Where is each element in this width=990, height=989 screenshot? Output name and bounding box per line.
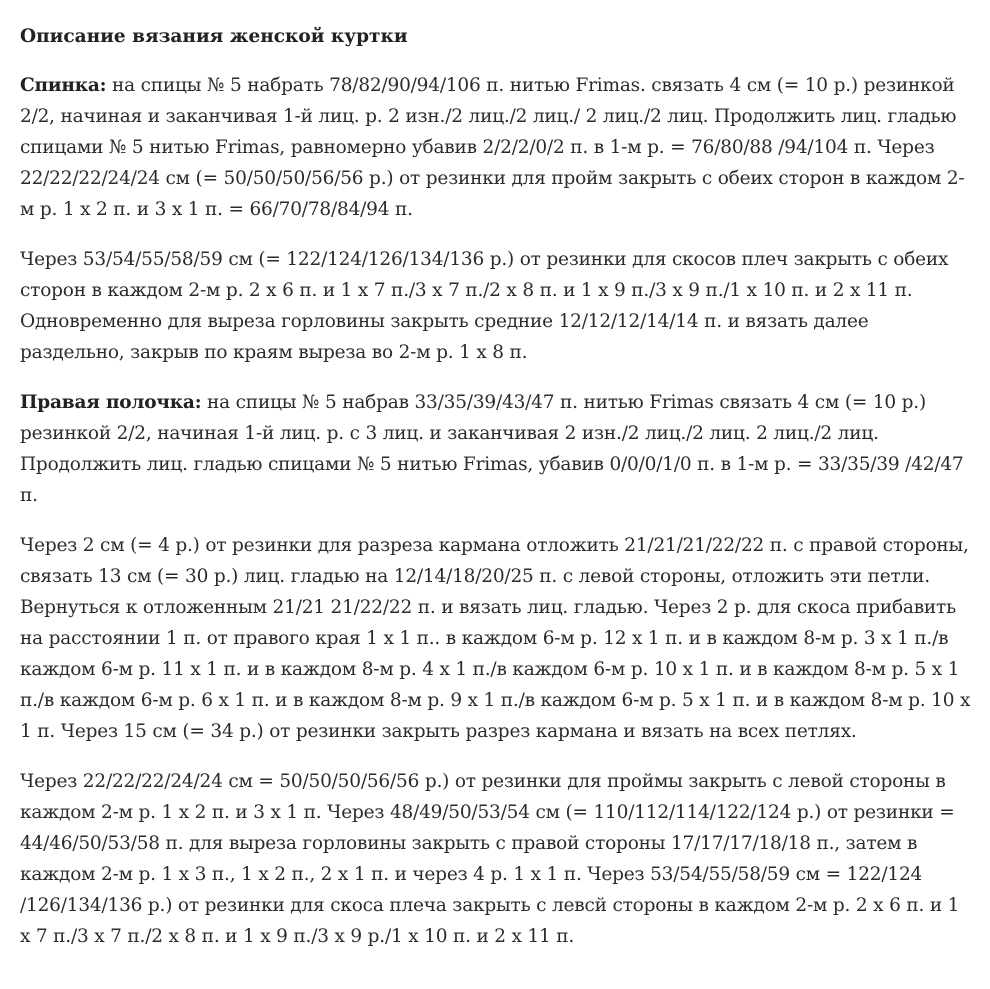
paragraph-back xyxy=(20,70,972,225)
paragraph-armhole-neckline xyxy=(20,766,972,952)
paragraph-text: на спицы № 5 набрать 78/82/90/94/106 п. нитью Frimas. связать 4 см (= 10 р.) резинкой 2/2, начиная и заканчивая 1-й лиц. р. 2 изн./2 лиц./2 лиц./ 2 лиц./2 лиц. Продолжить лиц. гладью спицами № 5 нитью Frimas, равномерно убавив 2/2/2/0/2 п. в 1-м р. = 76/80/88 /94/104 п. Через 22/22/22/24/24 см (= 50/50/50/56/56 р.) от резинки для пройм закрыть с обеих сторон в каждом 2-м р. 1 х 2 п. и 3 х 1 п. = 66/70/78/84/94 п. xyxy=(20,75,965,220)
paragraph-shoulders xyxy=(20,244,972,368)
paragraph-text: на спицы № 5 набрав 33/35/39/43/47 п. нитью Frimas связать 4 см (= 10 р.) резинкой 2/2, начиная 1-й лиц. р. с 3 лиц. и заканчивая 2 изн./2 лиц./2 лиц. 2 лиц./2 лиц. Продолжить лиц. гладью спицами № 5 нитью Frimas, убавив 0/0/0/1/0 п. в 1-м р. = 33/35/39 /42/47 п. xyxy=(20,392,964,506)
paragraph-text: Через 53/54/55/58/59 см (= 122/124/126/134/136 р.) от резинки для скосов плеч закрыть с обеих сторон в каждом 2-м р. 2 х 6 п. и 1 х 7 п./3 х 7 п./2 х 8 п. и 1 х 9 п./3 х 9 п./1 х 10 п. и 2 х 11 п. Одновременно для выреза горловины закрыть средние 12/12/12/14/14 п. и вязать далее раздельно, закрыв по краям выреза во 2-м р. 1 х 8 п. xyxy=(20,249,949,363)
article xyxy=(20,22,972,971)
paragraph-right-front xyxy=(20,387,972,511)
paragraph-text: Через 22/22/22/24/24 см = 50/50/50/56/56 р.) от резинки для проймы закрыть с левой стороны в каждом 2-м р. 1 х 2 п. и 3 х 1 п. Через 48/49/50/53/54 см (= 110/112/114/122/124 р.) от резинки = 44/46/50/53/58 п. для выреза горловины закрыть с правой стороны 17/17/17/18/18 п., затем в каждом 2-м р. 1 х 3 п., 1 х 2 п., 2 х 1 п. и через 4 р. 1 х 1 п. Через 53/54/55/58/59 см = 122/124 /126/134/136 р.) от резинки для скоса плеча закрыть с левсй стороны в каждом 2-м р. 2 х 6 п. и 1 х 7 п./3 х 7 п./2 х 8 п. и 1 х 9 п./3 х 9 р./1 х 10 п. и 2 х 11 п. xyxy=(20,771,960,947)
paragraph-pocket xyxy=(20,530,972,747)
article-title: Описание вязания женской куртки xyxy=(20,26,408,47)
section-heading-right-front: Правая полочка: xyxy=(20,392,202,413)
paragraph-text: Через 2 см (= 4 р.) от резинки для разреза кармана отложить 21/21/21/22/22 п. с правой стороны, связать 13 см (= 30 р.) лиц. гладью на 12/14/18/20/25 п. с левой стороны, отложить эти петли. Вернуться к отложенным 21/21 21/22/22 п. и вязать лиц. гладью. Через 2 р. для скоса прибавить на расстоянии 1 п. от правого края 1 х 1 п.. в каждом 6-м р. 12 х 1 п. и в каждом 8-м р. 3 х 1 п./в каждом 6-м р. 11 х 1 п. и в каждом 8-м р. 4 х 1 п./в каждом 6-м р. 10 х 1 п. и в каждом 8-м р. 5 х 1 п./в каждом 6-м р. 6 х 1 п. и в каждом 8-м р. 9 х 1 п./в каждом 6-м р. 5 х 1 п. и в каждом 8-м р. 10 х 1 п. Через 15 см (= 34 р.) от резинки закрыть разрез кармана и вязать на всех петлях. xyxy=(20,535,971,742)
section-heading-back: Спинка: xyxy=(20,75,107,96)
